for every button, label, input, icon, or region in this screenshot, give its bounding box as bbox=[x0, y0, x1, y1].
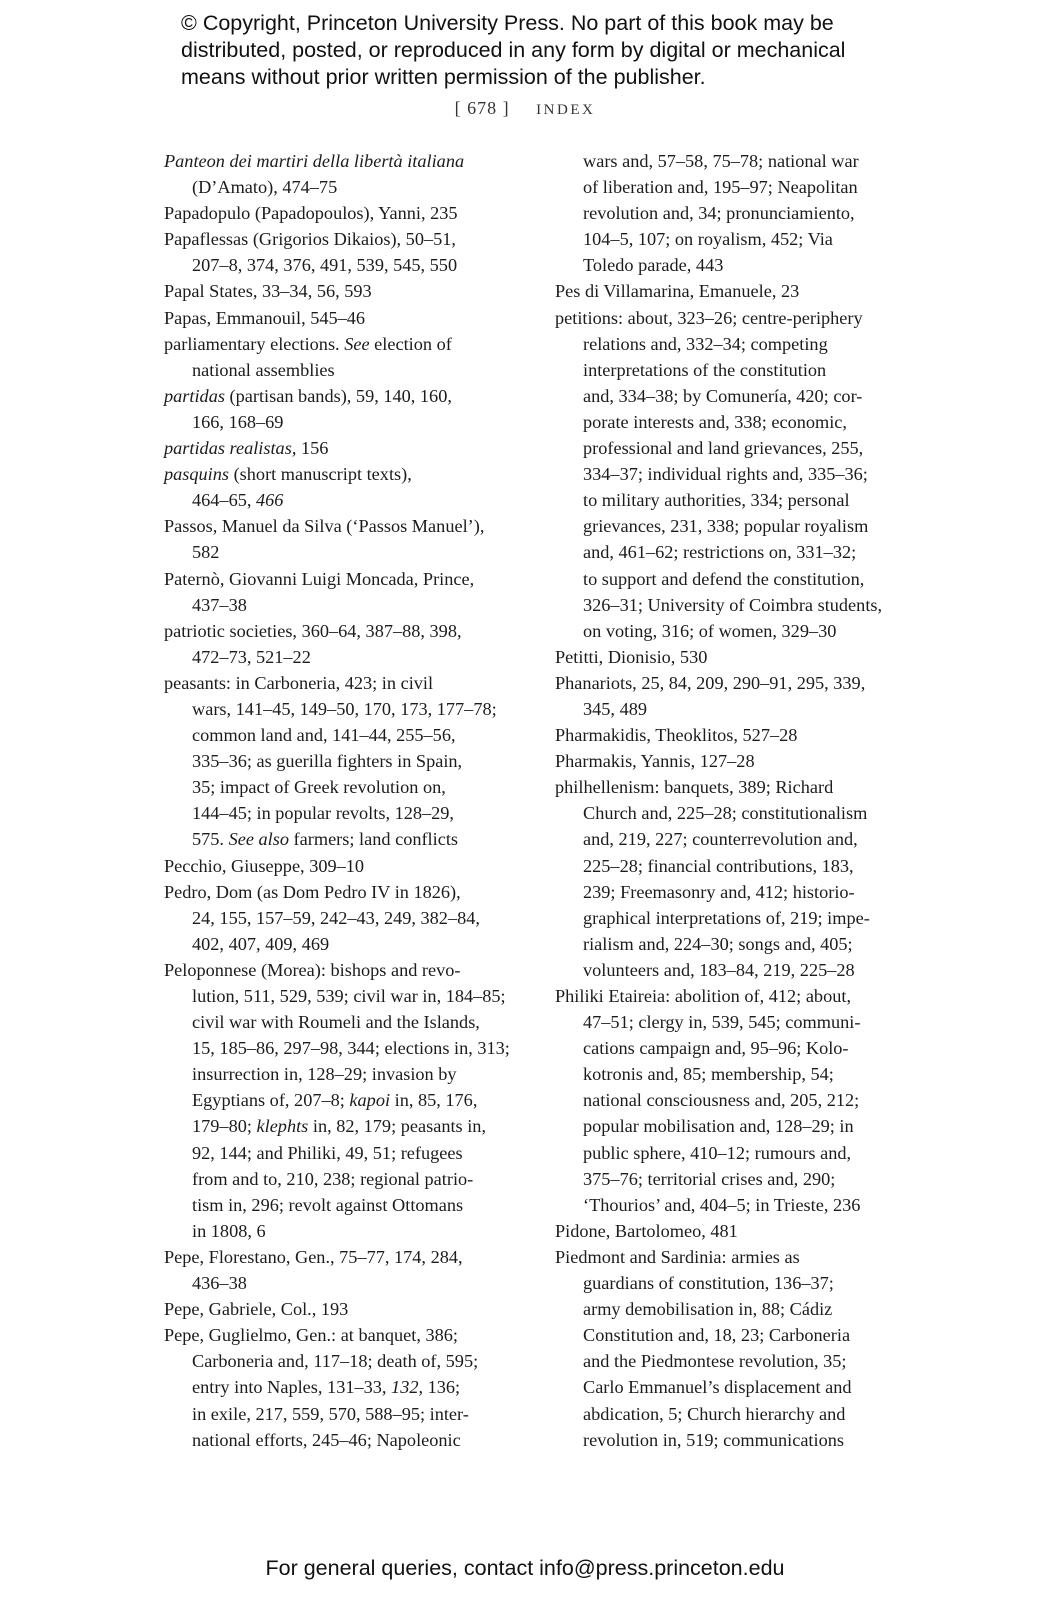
index-line bbox=[164, 592, 524, 618]
index-text: volunteers and, 183–84, 219, 225–28 bbox=[583, 959, 855, 980]
index-line bbox=[555, 670, 915, 696]
index-text: 436–38 bbox=[192, 1273, 247, 1294]
index-text: Pepe, Gabriele, Col., 193 bbox=[164, 1299, 349, 1320]
index-line bbox=[555, 800, 915, 826]
index-line bbox=[164, 1061, 524, 1087]
index-line bbox=[555, 174, 915, 200]
index-line bbox=[555, 644, 915, 670]
index-line bbox=[164, 1140, 524, 1166]
index-text: relations and, 332–34; competing bbox=[583, 333, 828, 354]
index-line bbox=[164, 826, 524, 852]
index-line bbox=[164, 957, 524, 983]
index-text: 35; impact of Greek revolution on, bbox=[192, 777, 446, 798]
index-line bbox=[555, 513, 915, 539]
index-text: Papas, Emmanouil, 545–46 bbox=[164, 307, 366, 328]
index-line bbox=[164, 278, 524, 304]
index-text: in exile, 217, 559, 570, 588–95; inter- bbox=[192, 1403, 469, 1424]
index-line bbox=[555, 252, 915, 278]
index-line bbox=[555, 1374, 915, 1400]
index-line bbox=[555, 539, 915, 565]
index-line bbox=[555, 748, 915, 774]
index-text: (short manuscript texts), bbox=[229, 464, 412, 485]
index-text: 334–37; individual rights and, 335–36; bbox=[583, 464, 868, 485]
index-text: to military authorities, 334; personal bbox=[583, 490, 850, 511]
index-line bbox=[164, 252, 524, 278]
copyright-line: distributed, posted, or reproduced in any form by digital or mechanical bbox=[181, 38, 846, 62]
index-text: 437–38 bbox=[192, 594, 247, 615]
index-line bbox=[164, 174, 524, 200]
index-line bbox=[164, 644, 524, 670]
index-text: 207–8, 374, 376, 491, 539, 545, 550 bbox=[192, 255, 458, 276]
index-line bbox=[555, 1244, 915, 1270]
index-line bbox=[164, 853, 524, 879]
index-line bbox=[164, 383, 524, 409]
index-line bbox=[555, 1009, 915, 1035]
index-text: 335–36; as guerilla fighters in Spain, bbox=[192, 751, 463, 772]
index-line bbox=[555, 826, 915, 852]
index-line bbox=[164, 1374, 524, 1400]
index-line bbox=[555, 592, 915, 618]
index-line bbox=[164, 1401, 524, 1427]
index-text: 104–5, 107; on royalism, 452; Via bbox=[583, 229, 833, 250]
index-line bbox=[164, 1270, 524, 1296]
index-text: Phanariots, 25, 84, 209, 290–91, 295, 339, bbox=[555, 672, 866, 693]
index-line bbox=[555, 774, 915, 800]
index-text: of liberation and, 195–97; Neapolitan bbox=[583, 177, 858, 198]
index-text: parliamentary elections. bbox=[164, 333, 345, 354]
index-line bbox=[164, 1427, 524, 1453]
index-text: Carboneria and, 117–18; death of, 595; bbox=[192, 1351, 479, 1372]
index-text-italic: klephts bbox=[256, 1116, 309, 1137]
section-title: INDEX bbox=[536, 102, 596, 118]
index-line bbox=[164, 1166, 524, 1192]
index-line bbox=[555, 1087, 915, 1113]
index-text: interpretations of the constitution bbox=[583, 359, 827, 380]
index-line bbox=[555, 618, 915, 644]
index-text: 345, 489 bbox=[583, 698, 647, 719]
index-text: in, 82, 179; peasants in, bbox=[308, 1116, 487, 1137]
index-text: national assemblies bbox=[192, 359, 335, 380]
index-text: Piedmont and Sardinia: armies as bbox=[555, 1246, 800, 1267]
index-text: Toledo parade, 443 bbox=[583, 255, 724, 276]
index-text: philhellenism: banquets, 389; Richard bbox=[555, 777, 834, 798]
index-text: Pepe, Florestano, Gen., 75–77, 174, 284, bbox=[164, 1246, 463, 1267]
index-line bbox=[555, 1348, 915, 1374]
index-line bbox=[164, 618, 524, 644]
index-line bbox=[164, 305, 524, 331]
index-line bbox=[555, 357, 915, 383]
index-line bbox=[164, 774, 524, 800]
index-text: 326–31; University of Coimbra students, bbox=[583, 594, 883, 615]
index-text: 15, 185–86, 297–98, 344; elections in, 313; bbox=[192, 1038, 510, 1059]
index-text: Egyptians of, 207–8; bbox=[192, 1090, 350, 1111]
index-line bbox=[555, 931, 915, 957]
index-text-italic: pasquins bbox=[164, 464, 230, 485]
index-text: Constitution and, 18, 23; Carboneria bbox=[583, 1325, 851, 1346]
copyright-line: © Copyright, Princeton University Press. No part of this book may be bbox=[181, 11, 834, 35]
index-line bbox=[164, 1322, 524, 1348]
index-text: and, 334–38; by Comunería, 420; cor- bbox=[583, 385, 863, 406]
index-text: cations campaign and, 95–96; Kolo- bbox=[583, 1038, 849, 1059]
index-text: Papal States, 33–34, 56, 593 bbox=[164, 281, 372, 302]
index-line bbox=[555, 461, 915, 487]
index-text-italic: kapoi bbox=[349, 1090, 391, 1111]
index-line bbox=[164, 879, 524, 905]
index-text: revolution and, 34; pronunciamiento, bbox=[583, 203, 855, 224]
index-text-italic: See also bbox=[228, 829, 289, 850]
index-text: 575. bbox=[192, 829, 229, 850]
index-text-italic: See bbox=[344, 333, 370, 354]
index-text: farmers; land conflicts bbox=[288, 829, 459, 850]
index-text: guardians of constitution, 136–37; bbox=[583, 1273, 834, 1294]
index-line bbox=[555, 1401, 915, 1427]
index-text: Pharmakidis, Theoklitos, 527–28 bbox=[555, 725, 798, 746]
index-line bbox=[164, 461, 524, 487]
index-line bbox=[164, 670, 524, 696]
index-text: rialism and, 224–30; songs and, 405; bbox=[583, 933, 853, 954]
index-text: and, 461–62; restrictions on, 331–32; bbox=[583, 542, 857, 563]
index-text: Pharmakis, Yannis, 127–28 bbox=[555, 751, 755, 772]
index-text: (partisan bands), 59, 140, 160, bbox=[224, 385, 452, 406]
index-text-italic: 132 bbox=[391, 1377, 419, 1398]
index-text: petitions: about, 323–26; centre-periphery bbox=[555, 307, 863, 328]
index-text: 472–73, 521–22 bbox=[192, 646, 311, 667]
index-line bbox=[164, 931, 524, 957]
index-text-italic: partidas realistas bbox=[164, 438, 292, 459]
index-text: army demobilisation in, 88; Cádiz bbox=[583, 1299, 833, 1320]
index-text-italic: Panteon dei martiri della libertà italiana bbox=[164, 151, 465, 171]
index-column-left bbox=[164, 148, 524, 1453]
index-text: grievances, 231, 338; popular royalism bbox=[583, 516, 869, 537]
index-line bbox=[164, 748, 524, 774]
index-line bbox=[555, 1061, 915, 1087]
index-text: Pedro, Dom (as Dom Pedro IV in 1826), bbox=[164, 881, 461, 902]
index-line bbox=[164, 487, 524, 513]
index-line bbox=[555, 853, 915, 879]
index-text: popular mobilisation and, 128–29; in bbox=[583, 1116, 854, 1137]
index-line bbox=[555, 278, 915, 304]
index-line bbox=[555, 1218, 915, 1244]
index-text: Peloponnese (Morea): bishops and revo- bbox=[164, 959, 461, 980]
index-line bbox=[164, 1348, 524, 1374]
index-text: 582 bbox=[192, 542, 220, 563]
index-line bbox=[164, 800, 524, 826]
index-line bbox=[164, 200, 524, 226]
index-text: and, 219, 227; counterrevolution and, bbox=[583, 829, 858, 850]
index-text: common land and, 141–44, 255–56, bbox=[192, 725, 456, 746]
index-text: Philiki Etaireia: abolition of, 412; about, bbox=[555, 986, 852, 1006]
index-line bbox=[164, 983, 524, 1009]
index-line bbox=[164, 696, 524, 722]
index-line bbox=[555, 566, 915, 592]
index-text: 24, 155, 157–59, 242–43, 249, 382–84, bbox=[192, 907, 480, 928]
index-line bbox=[555, 983, 915, 1009]
index-line bbox=[164, 1009, 524, 1035]
copyright-line: means without prior written permission of the publisher. bbox=[181, 65, 706, 89]
index-text: 92, 144; and Philiki, 49, 51; refugees bbox=[192, 1142, 463, 1163]
index-text: , 156 bbox=[291, 438, 329, 459]
index-text: , 136; bbox=[418, 1377, 461, 1398]
index-text: tism in, 296; revolt against Ottomans bbox=[192, 1194, 464, 1215]
index-text: Pes di Villamarina, Emanuele, 23 bbox=[555, 281, 800, 302]
index-text: Passos, Manuel da Silva (‘Passos Manuel’), bbox=[164, 516, 485, 537]
index-text: graphical interpretations of, 219; impe- bbox=[583, 907, 870, 928]
index-line bbox=[555, 305, 915, 331]
index-line bbox=[164, 148, 524, 174]
index-text: entry into Naples, 131–33, bbox=[192, 1377, 392, 1398]
index-text: ‘Thourios’ and, 404–5; in Trieste, 236 bbox=[583, 1194, 861, 1215]
index-line bbox=[555, 200, 915, 226]
index-line bbox=[164, 435, 524, 461]
index-text: Papaflessas (Grigorios Dikaios), 50–51, bbox=[164, 229, 456, 250]
index-line bbox=[555, 383, 915, 409]
index-line bbox=[555, 1192, 915, 1218]
copyright-notice bbox=[181, 10, 961, 91]
index-line bbox=[555, 1035, 915, 1061]
index-line bbox=[164, 226, 524, 252]
index-text: 464–65, bbox=[192, 490, 256, 511]
index-line bbox=[164, 1192, 524, 1218]
index-text: Pidone, Bartolomeo, 481 bbox=[555, 1220, 738, 1241]
index-line bbox=[555, 331, 915, 357]
index-line bbox=[555, 957, 915, 983]
index-text: in, 85, 176, bbox=[390, 1090, 478, 1111]
index-line bbox=[164, 409, 524, 435]
index-text: 179–80; bbox=[192, 1116, 257, 1137]
index-text: patriotic societies, 360–64, 387–88, 398, bbox=[164, 620, 462, 641]
index-line bbox=[555, 722, 915, 748]
index-line bbox=[555, 879, 915, 905]
index-line bbox=[164, 1218, 524, 1244]
index-line bbox=[164, 1244, 524, 1270]
index-line bbox=[164, 1035, 524, 1061]
index-line bbox=[555, 696, 915, 722]
index-column-right bbox=[555, 148, 915, 1453]
index-text: in 1808, 6 bbox=[192, 1220, 266, 1241]
index-text: 47–51; clergy in, 539, 545; communi- bbox=[583, 1012, 861, 1033]
index-text: revolution in, 519; communications bbox=[583, 1429, 844, 1450]
index-text: election of bbox=[369, 333, 452, 354]
index-text: Papadopulo (Papadopoulos), Yanni, 235 bbox=[164, 203, 458, 224]
index-line bbox=[555, 1166, 915, 1192]
index-text: porate interests and, 338; economic, bbox=[583, 411, 847, 432]
index-text: to support and defend the constitution, bbox=[583, 568, 865, 589]
index-text: Carlo Emmanuel’s displacement and bbox=[583, 1377, 852, 1398]
index-text: insurrection in, 128–29; invasion by bbox=[192, 1064, 457, 1085]
index-line bbox=[164, 357, 524, 383]
index-text: Pecchio, Giuseppe, 309–10 bbox=[164, 855, 365, 876]
index-line bbox=[164, 331, 524, 357]
index-line bbox=[555, 1427, 915, 1453]
footer-contact: For general queries, contact info@press.princeton.edu bbox=[265, 1556, 785, 1580]
index-text: Church and, 225–28; constitutionalism bbox=[583, 803, 868, 824]
index-text: 225–28; financial contributions, 183, bbox=[583, 855, 854, 876]
index-line bbox=[555, 1140, 915, 1166]
index-text: 166, 168–69 bbox=[192, 411, 284, 432]
index-text: wars and, 57–58, 75–78; national war bbox=[583, 151, 859, 171]
index-text: Petitti, Dionisio, 530 bbox=[555, 646, 708, 667]
index-line bbox=[555, 148, 915, 174]
index-line bbox=[164, 1113, 524, 1139]
index-text: (D’Amato), 474–75 bbox=[192, 177, 338, 198]
index-text-italic: 466 bbox=[255, 490, 284, 511]
index-line bbox=[164, 566, 524, 592]
index-text: civil war with Roumeli and the Islands, bbox=[192, 1012, 480, 1033]
index-text: 375–76; territorial crises and, 290; bbox=[583, 1168, 836, 1189]
index-text: peasants: in Carboneria, 423; in civil bbox=[164, 672, 434, 693]
index-line bbox=[164, 539, 524, 565]
index-line bbox=[555, 905, 915, 931]
index-line bbox=[555, 226, 915, 252]
index-line bbox=[555, 1322, 915, 1348]
index-text: Paternò, Giovanni Luigi Moncada, Prince, bbox=[164, 568, 475, 589]
running-head bbox=[0, 98, 1050, 119]
index-line bbox=[164, 905, 524, 931]
index-text: kotronis and, 85; membership, 54; bbox=[583, 1064, 834, 1085]
index-line bbox=[555, 435, 915, 461]
index-text: from and to, 210, 238; regional patrio- bbox=[192, 1168, 474, 1189]
index-line bbox=[555, 409, 915, 435]
index-text: Pepe, Guglielmo, Gen.: at banquet, 386; bbox=[164, 1325, 458, 1346]
index-line bbox=[555, 1296, 915, 1322]
index-text: on voting, 316; of women, 329–30 bbox=[583, 620, 837, 641]
index-text-italic: partidas bbox=[164, 385, 225, 406]
index-line bbox=[555, 1113, 915, 1139]
index-text: 402, 407, 409, 469 bbox=[192, 933, 330, 954]
index-line bbox=[164, 1296, 524, 1322]
index-line bbox=[164, 1087, 524, 1113]
index-line bbox=[555, 1270, 915, 1296]
page-number: [ 678 ] bbox=[454, 98, 510, 118]
index-text: wars, 141–45, 149–50, 170, 173, 177–78; bbox=[192, 698, 497, 719]
index-line bbox=[164, 513, 524, 539]
index-text: national consciousness and, 205, 212; bbox=[583, 1090, 860, 1111]
index-line bbox=[164, 722, 524, 748]
index-text: lution, 511, 529, 539; civil war in, 184–85; bbox=[192, 986, 506, 1006]
index-text: 144–45; in popular revolts, 128–29, bbox=[192, 803, 455, 824]
index-text: professional and land grievances, 255, bbox=[583, 438, 864, 459]
index-text: 239; Freemasonry and, 412; historio- bbox=[583, 881, 855, 902]
index-text: abdication, 5; Church hierarchy and bbox=[583, 1403, 846, 1424]
index-line bbox=[555, 487, 915, 513]
index-text: national efforts, 245–46; Napoleonic bbox=[192, 1429, 461, 1450]
index-text: public sphere, 410–12; rumours and, bbox=[583, 1142, 852, 1163]
index-text: and the Piedmontese revolution, 35; bbox=[583, 1351, 847, 1372]
